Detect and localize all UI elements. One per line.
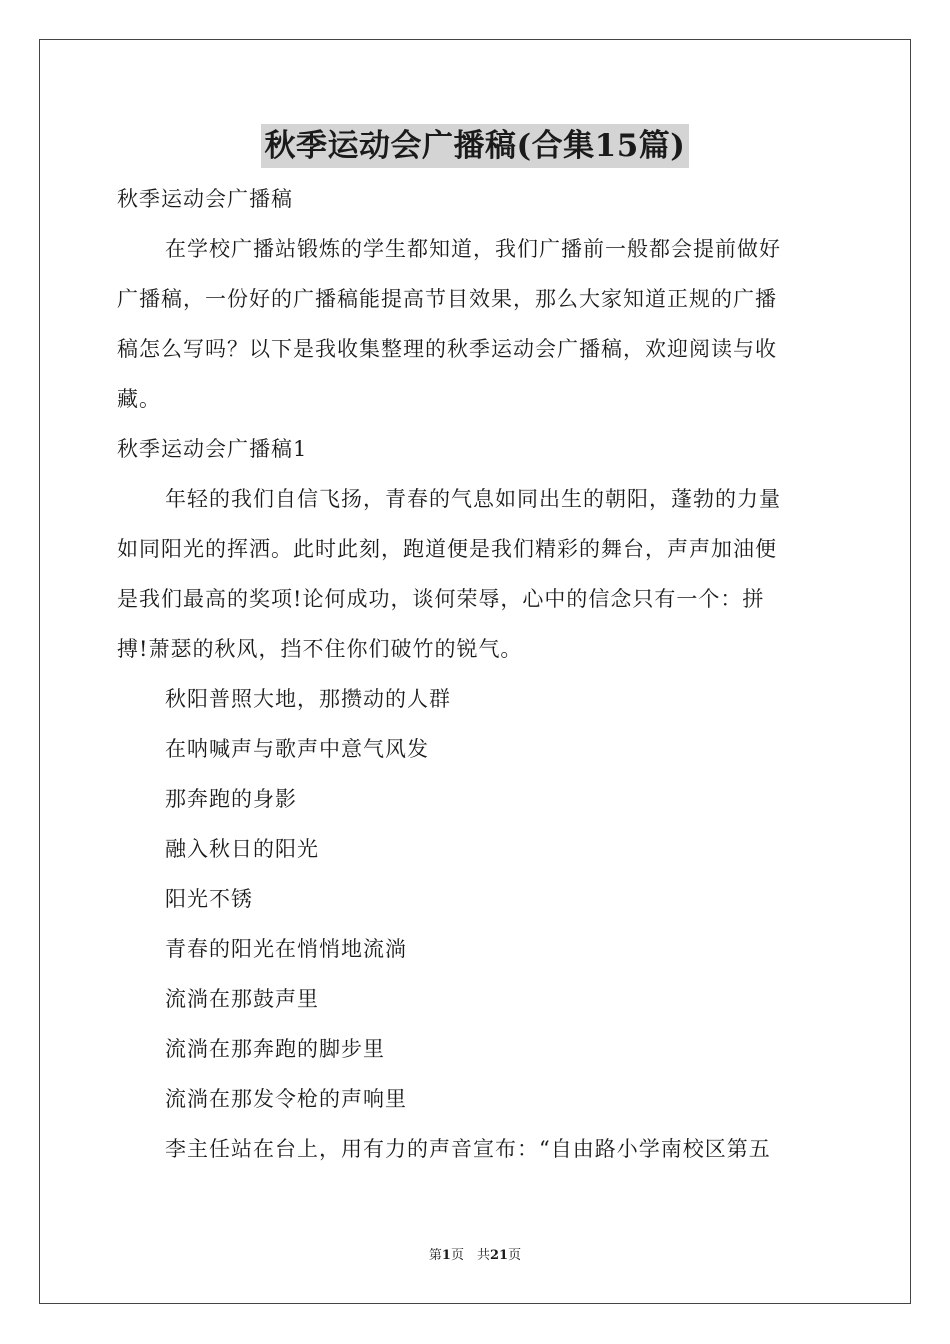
page-border bbox=[39, 39, 911, 1304]
page-footer bbox=[0, 1247, 950, 1265]
paragraph-line: 李主任站在台上，用有力的声音宣布：“自由路小学南校区第五 bbox=[165, 1137, 771, 1161]
paragraph-line: 在学校广播站锻炼的学生都知道，我们广播前一般都会提前做好 bbox=[165, 237, 781, 261]
poem-line: 在呐喊声与歌声中意气风发 bbox=[165, 737, 429, 761]
paragraph-line: 如同阳光的挥洒。此时此刻，跑道便是我们精彩的舞台，声声加油便 bbox=[117, 537, 777, 561]
poem-line: 流淌在那奔跑的脚步里 bbox=[165, 1037, 385, 1061]
section-heading: 秋季运动会广播稿 bbox=[117, 187, 293, 211]
footer-suffix: 页 bbox=[508, 1248, 522, 1263]
poem-line: 流淌在那鼓声里 bbox=[165, 987, 319, 1011]
paragraph-line: 广播稿，一份好的广播稿能提高节目效果，那么大家知道正规的广播 bbox=[117, 287, 777, 311]
poem-line: 秋阳普照大地，那攒动的人群 bbox=[165, 687, 451, 711]
poem-line: 流淌在那发令枪的声响里 bbox=[165, 1087, 407, 1111]
footer-total-pages: 21 bbox=[489, 1248, 509, 1263]
paragraph-line: 搏!萧瑟的秋风，挡不住你们破竹的锐气。 bbox=[117, 637, 523, 661]
title-container bbox=[0, 124, 950, 168]
poem-line: 那奔跑的身影 bbox=[165, 787, 297, 811]
poem-line: 阳光不锈 bbox=[165, 887, 253, 911]
footer-prefix: 第 bbox=[428, 1248, 442, 1263]
section-heading: 秋季运动会广播稿1 bbox=[117, 437, 308, 461]
poem-line: 青春的阳光在悄悄地流淌 bbox=[165, 937, 407, 961]
paragraph-line: 藏。 bbox=[117, 387, 161, 411]
paragraph-line: 是我们最高的奖项!论何成功，谈何荣辱，心中的信念只有一个：拼 bbox=[117, 587, 765, 611]
paragraph-line: 稿怎么写吗？以下是我收集整理的秋季运动会广播稿，欢迎阅读与收 bbox=[117, 337, 777, 361]
footer-current-page: 1 bbox=[441, 1248, 451, 1263]
document-title: 秋季运动会广播稿(合集15篇) bbox=[261, 124, 690, 168]
paragraph-line: 年轻的我们自信飞扬，青春的气息如同出生的朝阳，蓬勃的力量 bbox=[165, 487, 781, 511]
poem-line: 融入秋日的阳光 bbox=[165, 837, 319, 861]
footer-mid: 页 共 bbox=[450, 1248, 490, 1263]
